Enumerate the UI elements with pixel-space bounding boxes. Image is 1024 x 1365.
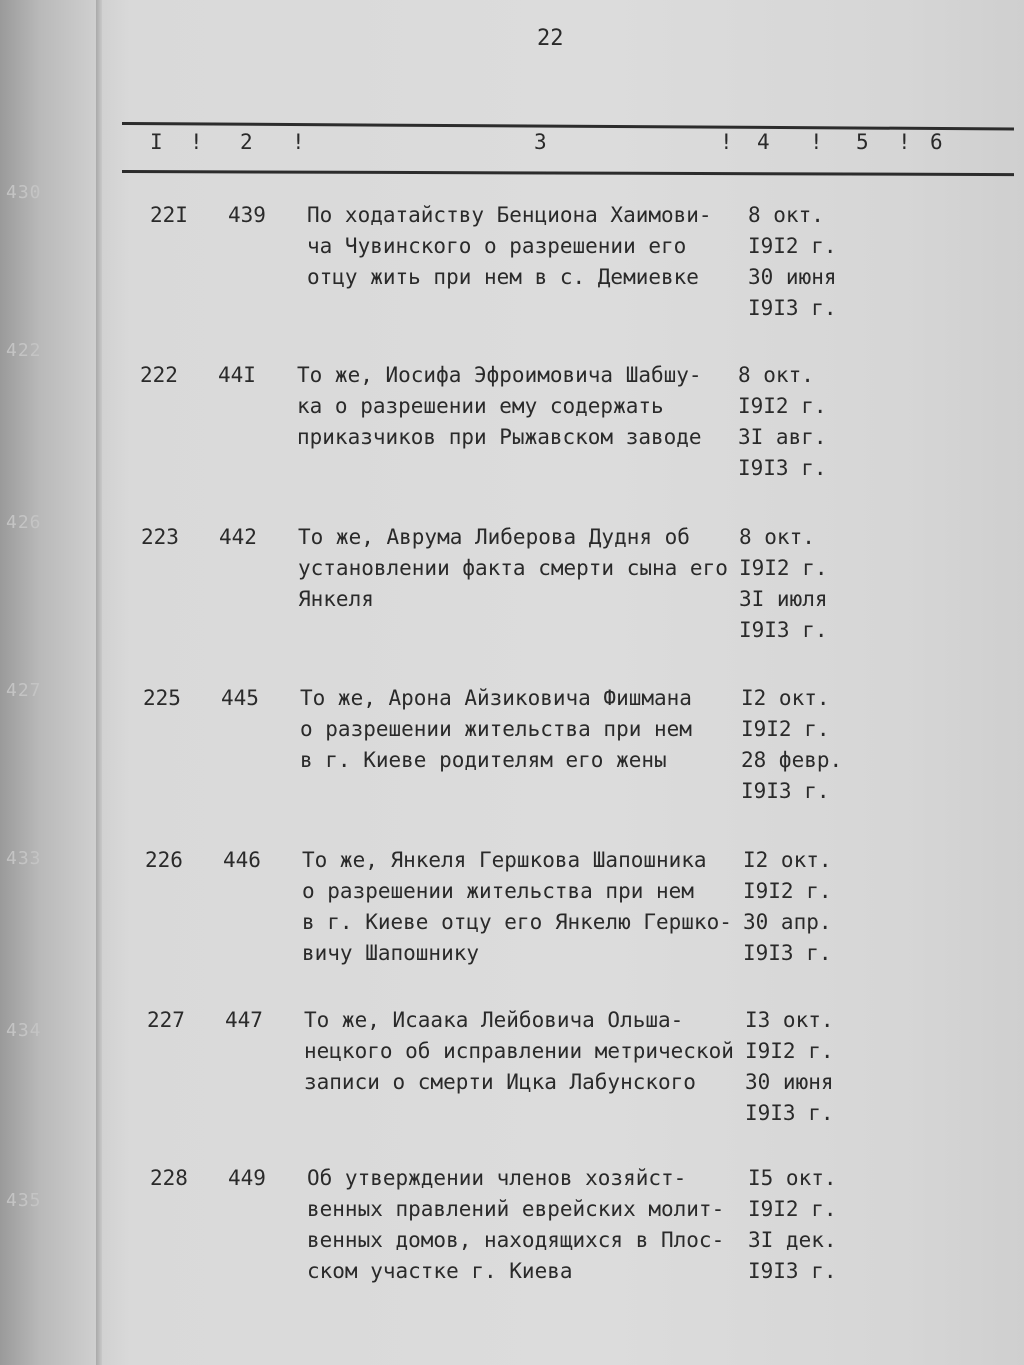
bleed-through-number: 426 (6, 512, 42, 533)
column-separator: ! (292, 130, 305, 154)
entry-description: То же, Исаака Лейбовича Ольша- нецкого об исправлении метрической записи о смерти Ицка Лабунского (304, 1008, 734, 1094)
file-number: 44I (218, 363, 256, 387)
bleed-through-number: 422 (6, 340, 42, 361)
entry-dates: 8 окт. I9I2 г. 30 июня I9I3 г. (748, 203, 837, 320)
file-number: 447 (225, 1008, 263, 1032)
column-separator: ! (810, 130, 823, 154)
bleed-through-number: 427 (6, 680, 42, 701)
table-row (141, 522, 1024, 682)
file-number: 442 (219, 525, 257, 549)
bleed-through-number: 433 (6, 848, 42, 869)
page-fold (96, 0, 102, 1365)
entry-number: 225 (143, 686, 181, 710)
header-rule-top (122, 122, 1014, 130)
page-number: 22 (537, 26, 564, 51)
entry-description: Об утверждении членов хозяйст- венных правлений еврейских молит- венных домов, находящихся в Плос- ском участке г. Киева (307, 1166, 725, 1283)
entry-number: 222 (140, 363, 178, 387)
entry-number: 227 (147, 1008, 185, 1032)
entry-description: То же, Аврума Либерова Дудня об установлении факта смерти сына его Янкеля (298, 525, 728, 611)
table-row (140, 360, 1024, 520)
column-separator: ! (898, 130, 911, 154)
entry-description: То же, Арона Айзиковича Фишмана о разрешении жительства при нем в г. Киеве родителям его жены (300, 686, 692, 772)
table-row (150, 1163, 1024, 1323)
bleed-through-number: 435 (6, 1190, 42, 1211)
column-separator: ! (190, 130, 203, 154)
entry-number: 22I (150, 203, 188, 227)
table-row (147, 1005, 1024, 1165)
entry-description: По ходатайству Бенциона Хаимови- ча Чувинского о разрешении его отцу жить при нем в с. Демиевке (307, 203, 712, 289)
table-row (150, 200, 1024, 360)
entry-dates: I5 окт. I9I2 г. 3I дек. I9I3 г. (748, 1166, 837, 1283)
column-separator: ! (720, 130, 733, 154)
header-rule-bottom (122, 170, 1014, 176)
column-header-6: 6 (930, 130, 943, 154)
entry-dates: I2 окт. I9I2 г. 30 апр. I9I3 г. (743, 848, 832, 965)
column-header-2: 2 (240, 130, 253, 154)
column-header-3: 3 (534, 130, 547, 154)
entry-dates: 8 окт. I9I2 г. 3I авг. I9I3 г. (738, 363, 827, 480)
entry-description: То же, Иосифа Эфроимовича Шабшу- ка о разрешении ему содержать приказчиков при Рыжавском заводе (297, 363, 702, 449)
file-number: 449 (228, 1166, 266, 1190)
entry-number: 226 (145, 848, 183, 872)
column-header-5: 5 (856, 130, 869, 154)
bleed-through-number: 434 (6, 1020, 42, 1041)
entry-number: 228 (150, 1166, 188, 1190)
entry-number: 223 (141, 525, 179, 549)
entry-description: То же, Янкеля Гершкова Шапошника о разрешении жительства при нем в г. Киеве отцу его Янкелю Гершко- вичу Шапошнику (302, 848, 732, 965)
file-number: 445 (221, 686, 259, 710)
table-row (145, 845, 1024, 1005)
column-header-1: I (150, 130, 163, 154)
entry-dates: I3 окт. I9I2 г. 30 июня I9I3 г. (745, 1008, 834, 1125)
file-number: 439 (228, 203, 266, 227)
file-number: 446 (223, 848, 261, 872)
entry-dates: 8 окт. I9I2 г. 3I июля I9I3 г. (739, 525, 828, 642)
column-header-4: 4 (757, 130, 770, 154)
bleed-through-number: 430 (6, 182, 42, 203)
table-row (143, 683, 1024, 843)
entry-dates: I2 окт. I9I2 г. 28 февр. I9I3 г. (741, 686, 843, 803)
